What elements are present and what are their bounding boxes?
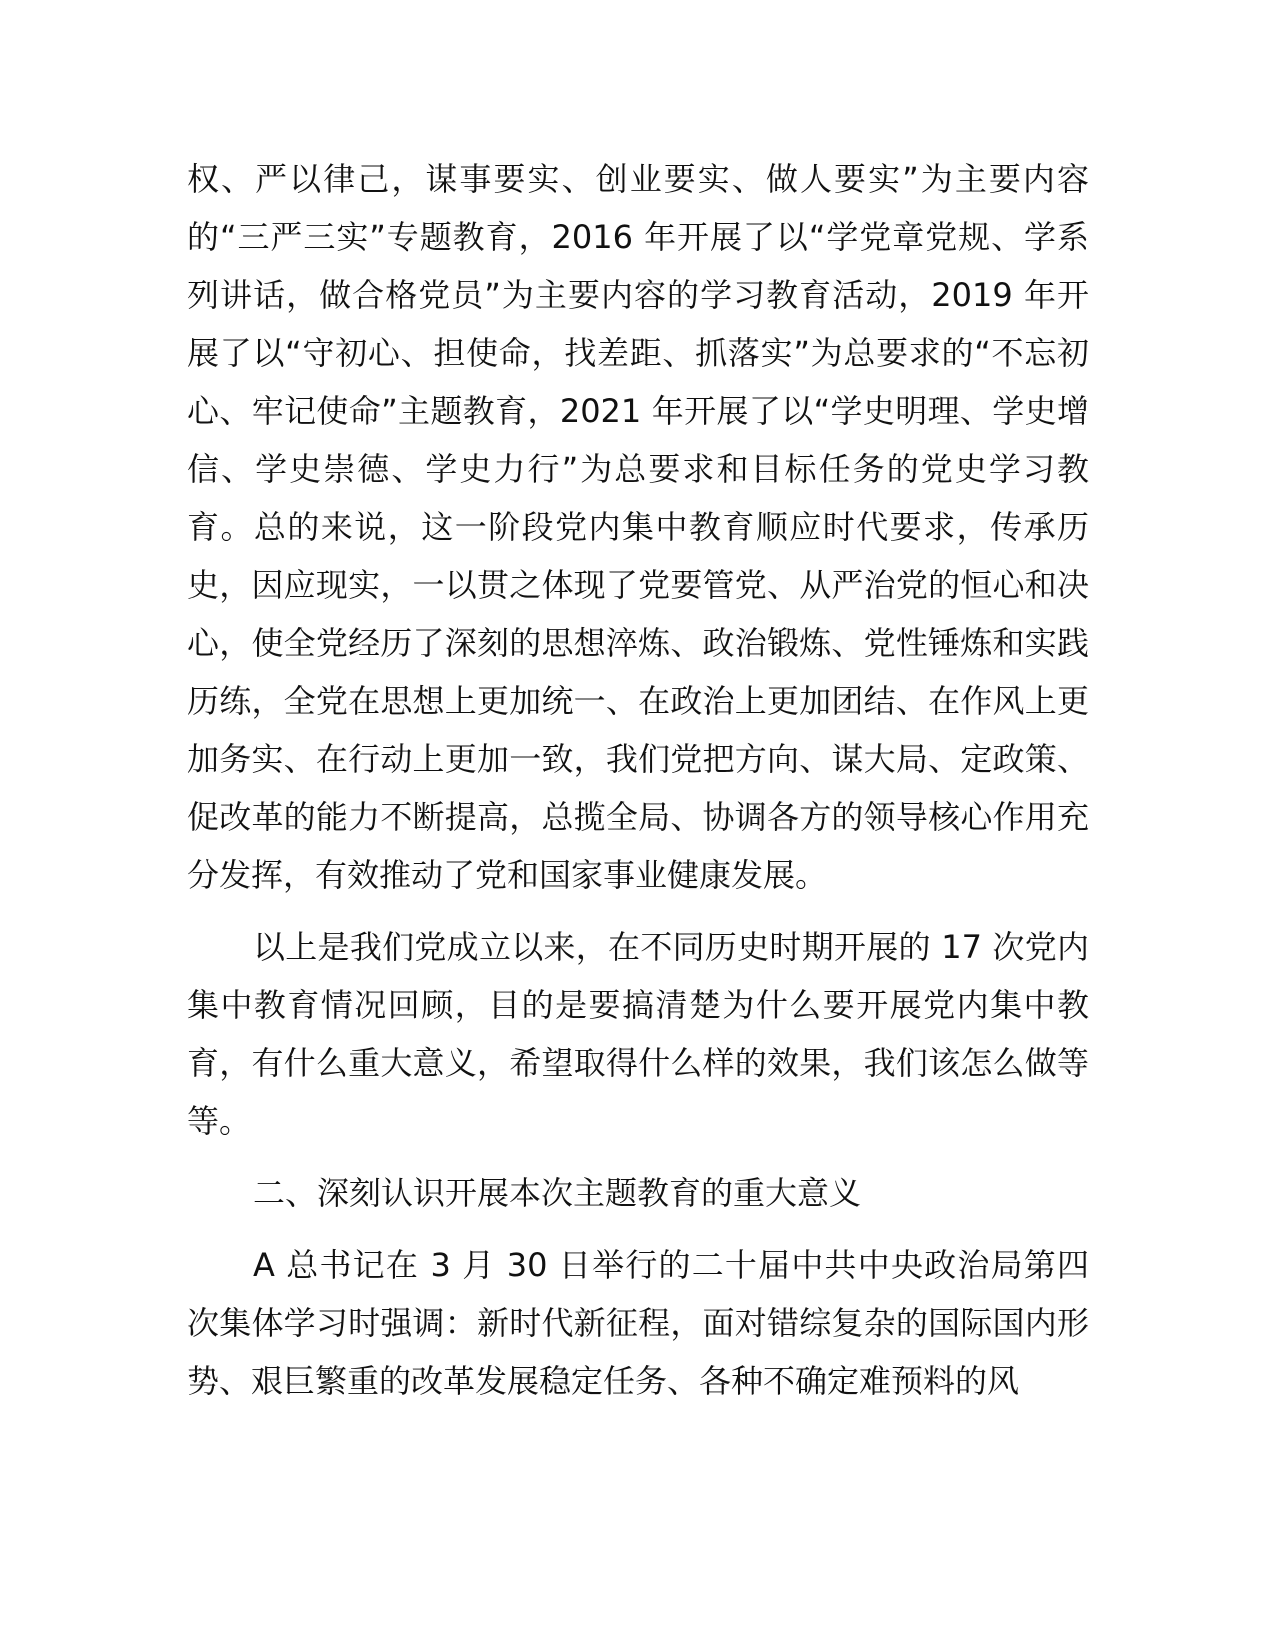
paragraph-continuation: 权、严以律己，谋事要实、创业要实、做人要实”为主要内容的“三严三实”专题教育，2016 年开展了以“学党章党规、学系列讲话，做合格党员”为主要内容的学习教育活动，2019 年开展了以“守初心、担使命，找差距、抓落实”为总要求的“不忘初心、牢记使命”主题教育，2021 年开展了以“学史明理、学史增信、学史崇德、学史力行”为总要求和目标任务的党史学习教育。总的来说，这一阶段党内集中教育顺应时代要求，传承历史，因应现实，一以贯之体现了党要管党、从严治党的恒心和决心，使全党经历了深刻的思想淬炼、政治锻炼、党性锤炼和实践历练，全党在思想上更加统一、在政治上更加团结、在作风上更加务实、在行动上更加一致，我们党把方向、谋大局、定政策、促改革的能力不断提高，总揽全局、协调各方的领导核心作用充分发挥，有效推动了党和国家事业健康发展。 <box>187 160 1089 894</box>
paragraph-review-summary: 以上是我们党成立以来，在不同历史时期开展的 17 次党内集中教育情况回顾，目的是要搞清楚为什么要开展党内集中教育，有什么重大意义，希望取得什么样的效果，我们该怎么做等等。 <box>187 928 1089 1140</box>
document-body <box>187 150 1089 1424</box>
paragraph-significance: A 总书记在 3 月 30 日举行的二十届中共中央政治局第四次集体学习时强调：新时代新征程，面对错综复杂的国际国内形势、艰巨繁重的改革发展稳定任务、各种不确定难预料的风 <box>187 1246 1089 1400</box>
section-heading: 二、深刻认识开展本次主题教育的重大意义 <box>253 1174 862 1212</box>
